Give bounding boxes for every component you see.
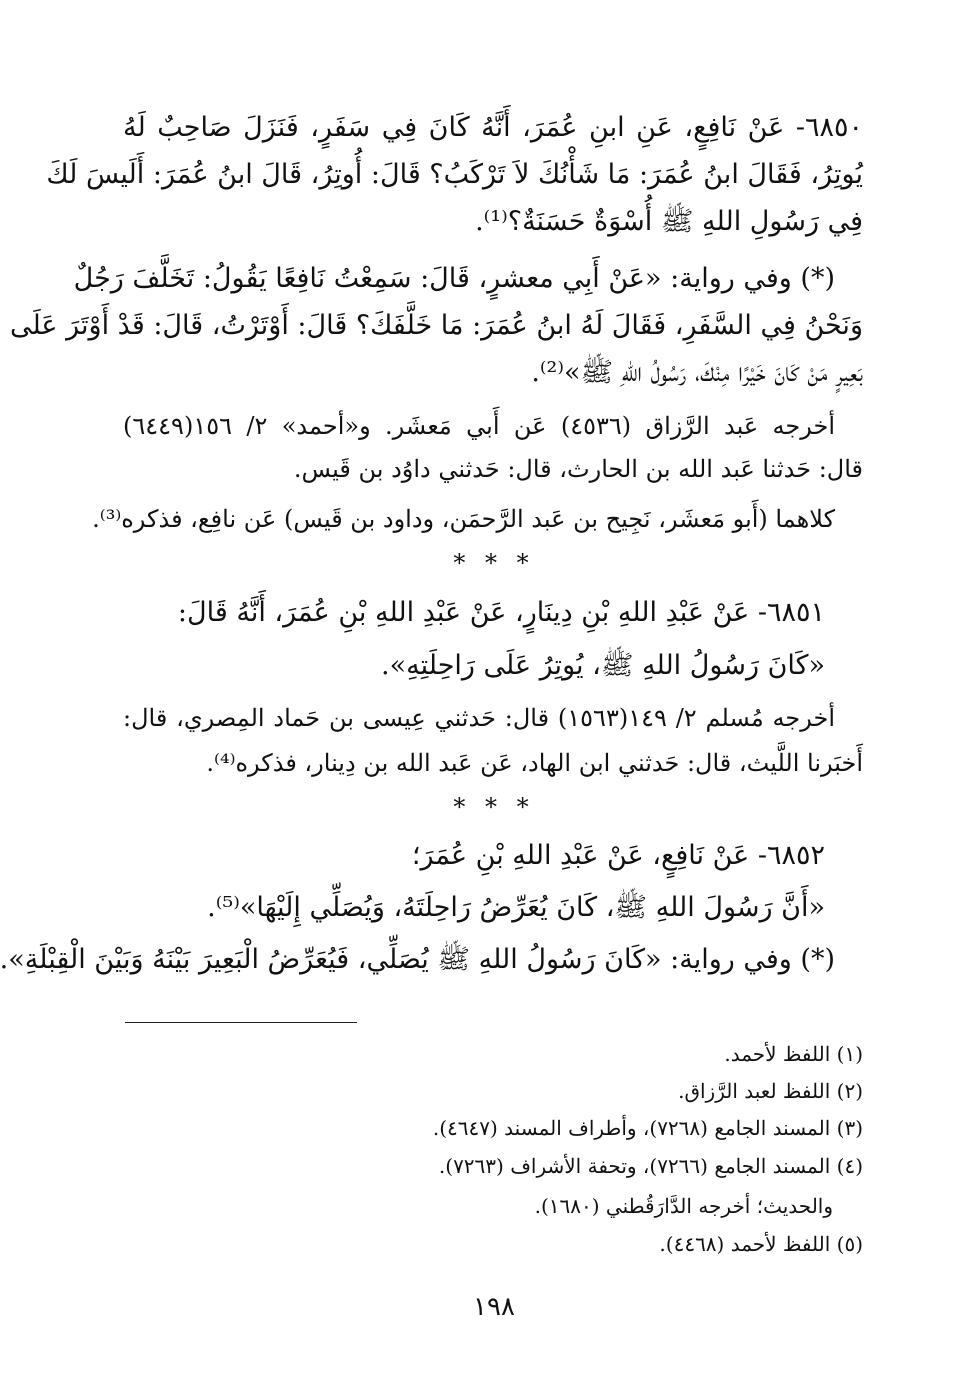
footnote-1: (١) اللفظ لأحمد.: [724, 1042, 863, 1066]
hadith-6852-line-1: ٦٨٥٢- عَنْ نَافِعٍ، عَنْ عَبْدِ اللهِ بْنِ عُمَرَ؛: [411, 840, 825, 871]
footnote-4: (٤) المسند الجامع (٧٢٦٦)، وتحفة الأشراف (٧٢٦٣).: [438, 1154, 863, 1178]
hadith-6852-variant-line-1: (*) وفي رواية: «كَانَ رَسُولُ اللهِ ﷺ يُصَلِّي، فَيُعَرِّضُ الْبَعِيرَ بَيْنَهُ وَبَيْنَ الْقِبْلَةِ».: [0, 944, 835, 975]
footnote-2: (٢) اللفظ لعبد الرَّزاق.: [678, 1079, 863, 1103]
hadith-6850-line-1: ٦٨٥٠- عَنْ نَافِعٍ، عَنِ ابنِ عُمَرَ، أَنَّهُ كَانَ فِي سَفَرٍ، فَنَزَلَ صَاحِبٌ لَهُ: [123, 112, 863, 143]
hadith-6850-variant-line-2: وَنَحْنُ فِي السَّفَرِ، فَقَالَ لَهُ ابنُ عُمَرَ: مَا خَلَّفَكَ؟ قَالَ: أَوْتَرْتُ، قَالَ: قَدْ أَوْتَرَ عَلَى: [9, 310, 863, 341]
hadith-6850-line-2: يُوتِرُ، فَقَالَ ابنُ عُمَرَ: مَا شَأْنُكَ لاَ تَرْكَبُ؟ قَالَ: أُوتِرُ، قَالَ ابنُ عُمَرَ: أَلَيسَ لَكَ: [46, 159, 863, 190]
section-separator-2: * * *: [453, 793, 535, 821]
section-separator-1: * * *: [453, 549, 535, 577]
hadith-6850-variant-line-1: (*) وفي رواية: «عَنْ أَبِي معشرٍ، قَالَ: سَمِعْتُ نَافِعًا يَقُولُ: تَخَلَّفَ رَجُلٌ: [73, 263, 835, 294]
hadith-6851-source-line-2: أَخبَرنا اللَّيث، قال: حَدثني ابن الهاد، عَن عَبد الله بن دِينار، فذكره⁽⁴⁾.: [206, 749, 863, 777]
hadith-6850-line-3: فِي رَسُولِ اللهِ ﷺ أُسْوَةٌ حَسَنَةٌ؟⁽¹⁾.: [475, 206, 863, 237]
hadith-6850-source-line-1: أخرجه عَبد الرَّزاق (٤٥٣٦) عَن أَبي مَعشَر. و«أحمد» ٢/ ١٥٦(٦٤٤٩): [123, 412, 835, 440]
page-number: ١٩٨: [473, 1292, 515, 1322]
hadith-6850-source-line-2: قال: حَدثنا عَبد الله بن الحارث، قال: حَدثني داوُد بن قَيس.: [293, 455, 863, 483]
footnote-5: (٥) اللفظ لأحمد (٤٤٦٨).: [659, 1232, 863, 1256]
hadith-6851-line-1: ٦٨٥١- عَنْ عَبْدِ اللهِ بْنِ دِينَارٍ، عَنْ عَبْدِ اللهِ بْنِ عُمَرَ، أَنَّهُ قَالَ:: [177, 597, 825, 628]
footnote-3: (٣) المسند الجامع (٧٢٦٨)، وأطراف المسند (٤٦٤٧).: [432, 1116, 863, 1140]
hadith-6850-source-line-3: كلاهما (أَبو مَعشَر، نَجِيح بن عَبد الرَّحمَن، وداود بن قَيس) عَن نافِع، فذكره⁽³⁾.: [92, 505, 835, 533]
hadith-6851-line-2: «كَانَ رَسُولُ اللهِ ﷺ، يُوتِرُ عَلَى رَاحِلَتِهِ».: [381, 650, 825, 681]
footnote-4-continuation: والحديث؛ أخرجه الدَّارَقُطني (١٦٨٠).: [534, 1194, 833, 1218]
hadith-6851-source-line-1: أخرجه مُسلم ٢/ ١٤٩(١٥٦٣) قال: حَدثني عِيسى بن حَماد المِصري، قال:: [123, 704, 835, 732]
hadith-6850-variant-line-3: بَعِيرٍ مَنْ كَانَ خَيْرًا مِنْكَ، رَسُولُ اللهِ ﷺ»⁽²⁾.: [531, 357, 863, 388]
footnote-rule: [125, 1022, 357, 1023]
hadith-6852-line-2: «أَنَّ رَسُولَ اللهِ ﷺ، كَانَ يُعَرِّضُ رَاحِلَتَهُ، وَيُصَلِّي إِلَيْهَا»⁽⁵⁾.: [207, 892, 825, 923]
